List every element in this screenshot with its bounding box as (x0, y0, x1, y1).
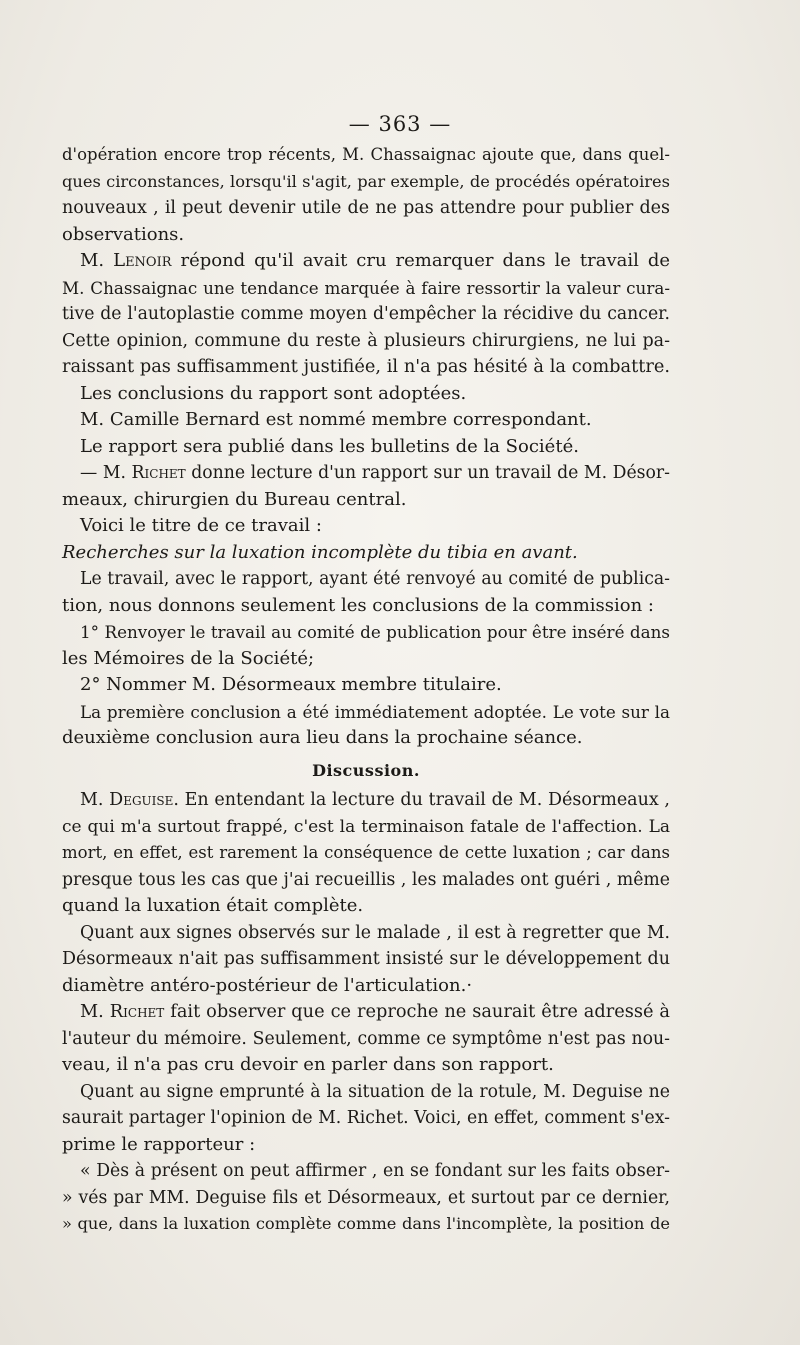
page-number: — 363 — (348, 112, 452, 136)
body-text (62, 142, 670, 1238)
text-line: Le travail, avec le rapport, ayant été renvoyé au comité de publica- (80, 569, 670, 589)
work-title: Recherches sur la luxation incomplète du tibia en avant. (62, 541, 578, 563)
text-line: M. Camille Bernard est nommé membre correspondant. (80, 409, 592, 430)
text-line: l'auteur du mémoire. Seulement, comme ce symptôme n'est pas nou- (62, 1028, 670, 1049)
text-line: d'opération encore trop récents, M. Chassaignac ajoute que, dans quel- (62, 145, 670, 164)
text-line (62, 999, 670, 1026)
text-line: Quant aux signes observés sur le malade , il est à regretter que M. (80, 922, 670, 943)
quote-line: » que, dans la luxation complète comme dans l'incomplète, la position de (62, 1214, 670, 1233)
text-line: Voici le titre de ce travail : (80, 515, 322, 536)
text-line: les Mémoires de la Société; (62, 647, 315, 669)
text-fragment: M. (80, 1002, 110, 1022)
text-line: 2° Nommer M. Désormeaux membre titulaire. (80, 674, 502, 695)
text-line: saurait partager l'opinion de M. Richet. Voici, en effet, comment s'ex- (62, 1108, 670, 1128)
section-heading: Discussion. (312, 760, 420, 780)
text-line: quand la luxation était complète. (62, 895, 364, 916)
text-fragment: . En entendant la lecture du travail de M. Désormeaux , (173, 790, 670, 810)
text-line: meaux, chirurgien du Bureau central. (62, 488, 407, 510)
text-line: deuxième conclusion aura lieu dans la prochaine séance. (62, 727, 583, 748)
quote-line: « Dès à présent on peut affirmer , en se fondant sur les faits obser- (80, 1161, 670, 1181)
text-line: Le rapport sera publié dans les bulletins de la Société. (80, 435, 579, 457)
text-line: nouveaux , il peut devenir utile de ne pas attendre pour publier des (62, 198, 670, 218)
text-line: mort, en effet, est rarement la conséquence de cette luxation ; car dans (62, 843, 670, 862)
text-line: tion, nous donnons seulement les conclusions de la commission : (62, 594, 654, 616)
text-fragment: M. (80, 790, 110, 810)
text-line (62, 787, 670, 814)
text-line: veau, il n'a pas cru devoir en parler dans son rapport. (62, 1054, 554, 1075)
text-fragment: — M. (80, 463, 132, 483)
text-line: Cette opinion, commune du reste à plusieurs chirurgiens, ne lui pa- (62, 330, 670, 351)
quote-line: » vés par MM. Deguise fils et Désormeaux, et surtout par ce dernier, (62, 1187, 670, 1208)
text-line: diamètre antéro-postérieur de l'articulation.· (62, 974, 473, 996)
text-fragment: répond qu'il avait cru remarquer dans le travail de (171, 250, 670, 271)
speaker-name: Richet (131, 463, 186, 483)
text-line: tive de l'autoplastie comme moyen d'empêcher la récidive du cancer. (62, 304, 670, 324)
text-line: Désormeaux n'ait pas suffisamment insisté sur le développement du (62, 949, 670, 969)
text-fragment: fait observer que ce reproche ne saurait être adressé à (164, 1002, 670, 1022)
text-line: prime le rapporteur : (62, 1133, 256, 1155)
text-line: Quant au signe emprunté à la situation de la rotule, M. Deguise ne (80, 1081, 670, 1102)
speaker-name: Deguise (109, 790, 174, 810)
text-line: raissant pas suffisamment justifiée, il n'a pas hésité à la combattre. (62, 357, 670, 377)
text-line: presque tous les cas que j'ai recueillis , les malades ont guéri , même (62, 869, 670, 890)
speaker-name: Richet (109, 1002, 165, 1022)
text-line (62, 460, 670, 487)
speaker-name: Lenoir (113, 250, 172, 271)
text-fragment: donne lecture d'un rapport sur un travail de M. Désor- (185, 463, 670, 483)
text-line (62, 248, 670, 275)
text-fragment: M. (80, 250, 114, 271)
text-line: ques circonstances, lorsqu'il s'agit, par exemple, de procédés opératoires (62, 171, 670, 191)
text-line: ce qui m'a surtout frappé, c'est la terminaison fatale de l'affection. La (62, 816, 670, 837)
text-line: M. Chassaignac une tendance marquée à faire ressortir la valeur cura- (62, 277, 670, 298)
text-line: observations. (62, 223, 185, 245)
text-line: Les conclusions du rapport sont adoptées. (80, 382, 467, 404)
text-line: 1° Renvoyer le travail au comité de publication pour être inséré dans (80, 622, 670, 642)
text-line: La première conclusion a été immédiatement adoptée. Le vote sur la (80, 701, 670, 722)
